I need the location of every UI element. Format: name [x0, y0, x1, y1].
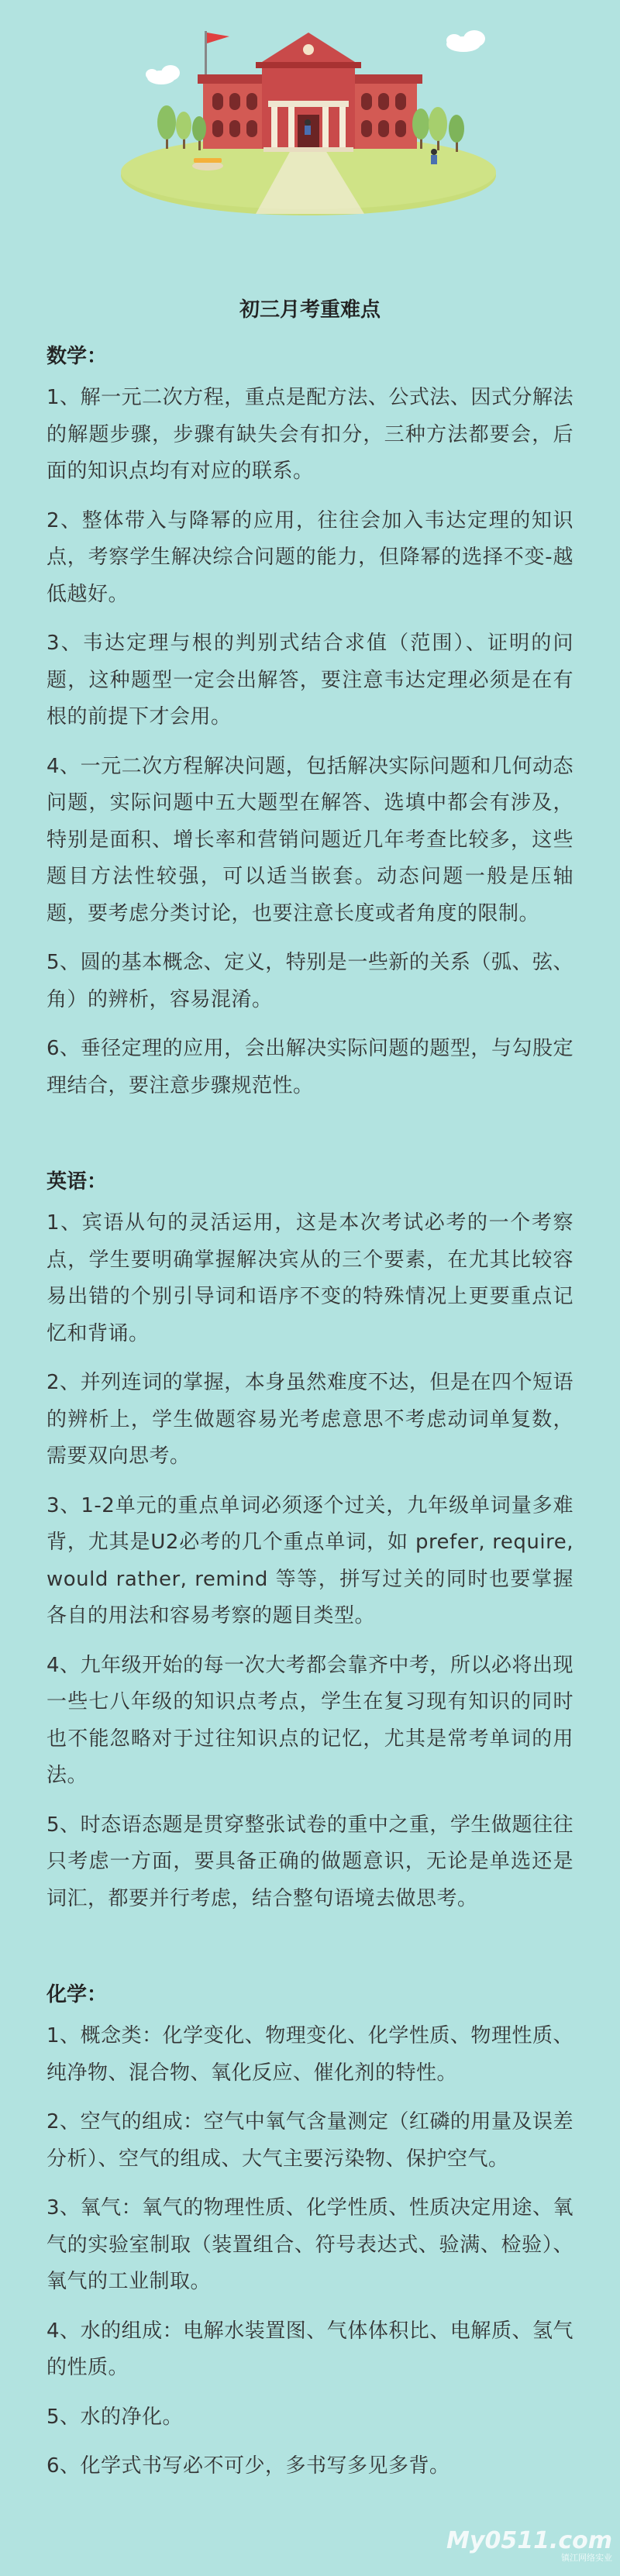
paragraph: 3、氧气：氧气的物理性质、化学性质、性质决定用途、氧气的实验室制取（装置组合、符号表达式、验满、检验）、氧气的工业制取。 — [46, 2196, 574, 2293]
paragraph: 2、空气的组成：空气中氧气含量测定（红磷的用量及误差分析）、空气的组成、大气主要污染物、保护空气。 — [46, 2110, 574, 2171]
page-title: 初三月考重难点 — [239, 298, 381, 322]
paragraph: 2、整体带入与降幂的应用，往往会加入韦达定理的知识点，考察学生解决综合问题的能力，但降幂的选择不变-越低越好。 — [46, 508, 574, 606]
trees-left — [157, 105, 206, 150]
paragraph: 4、一元二次方程解决问题，包括解决实际问题和几何动态问题，实际问题中五大题型在解答、选填中都会有涉及，特别是面积、增长率和营销问题近几年考查比较多，这些题目方法性较强，可以适当嵌套。动态问题一般是压轴题，要考虑分类讨论，也要注意长度或者角度的限制。 — [46, 754, 574, 925]
paragraph: 5、水的净化。 — [46, 2405, 184, 2429]
paragraph: 5、时态语态题是贯穿整张试卷的重中之重，学生做题往往只考虑一方面，要具备正确的做题意识，无论是单选还是词汇，都要并行考虑，结合整句语境去做思考。 — [46, 1813, 574, 1910]
section-spacer — [46, 1117, 574, 1163]
student-figure — [305, 119, 311, 135]
paragraph: 1、解一元二次方程，重点是配方法、公式法、因式分解法的解题步骤，步骤有缺失会有扣分，三种方法都要会，后面的知识点均有对应的联系。 — [46, 386, 574, 483]
watermark-subtitle: 镇江网络实业 — [561, 2553, 612, 2563]
section-heading-chemistry: 化学： — [46, 1983, 108, 2006]
cloud-right — [446, 30, 485, 52]
paragraph: 4、九年级开始的每一次大考都会靠齐中考，所以必将出现一些七八年级的知识点考点，学生在复习现有知识的同时也不能忽略对于过往知识点的记忆，尤其是常考单词的用法。 — [46, 1653, 574, 1787]
paragraph: 6、垂径定理的应用，会出解决实际问题的题型，与勾股定理结合，要注意步骤规范性。 — [46, 1037, 574, 1097]
paragraph: 4、水的组成：电解水装置图、气体体积比、电解质、氢气的性质。 — [46, 2319, 574, 2379]
paragraph: 3、韦达定理与根的判别式结合求值（范围）、证明的问题，这种题型一定会出解答，要注意韦达定理必须是在有根的前提下才会用。 — [46, 632, 574, 728]
paragraph: 2、并列连词的掌握，本身虽然难度不达，但是在四个短语的辨析上，学生做题容易光考虑意思不考虑动词单复数，需要双向思考。 — [46, 1371, 574, 1468]
article-body — [46, 294, 574, 2498]
school-building-illustration — [0, 0, 620, 232]
paragraph: 1、宾语从句的灵活运用，这是本次考试必考的一个考察点，学生要明确掌握解决宾从的三个要素，在尤其比较容易出错的个别引导词和语序不变的特殊情况上更要重点记忆和背诵。 — [46, 1211, 574, 1345]
section-spacer — [46, 1930, 574, 1976]
section-heading-math: 数学： — [46, 345, 108, 368]
paragraph: 3、1-2单元的重点单词必须逐个过关，九年级单词量多难背，尤其是U2必考的几个重点单词，如 prefer, require, would rather, remind 等等，拼写过关的同时也要掌握各自的用法和容易考察的题目类型。 — [46, 1493, 574, 1627]
paragraph: 1、概念类：化学变化、物理变化、化学性质、物理性质、纯净物、混合物、氧化反应、催化剂的特性。 — [46, 2024, 574, 2085]
paragraph: 5、圆的基本概念、定义，特别是一些新的关系（弧、弦、角）的辨析，容易混淆。 — [46, 951, 574, 1011]
site-watermark — [446, 2527, 612, 2564]
watermark-logo: My0511.com — [446, 2527, 612, 2554]
bench — [192, 158, 223, 170]
section-english — [46, 1163, 574, 1917]
student-figure-right — [431, 149, 437, 164]
trees-right — [412, 107, 464, 152]
section-math — [46, 338, 574, 1104]
cloud-left — [146, 65, 180, 84]
section-chemistry — [46, 1976, 574, 2485]
section-heading-english: 英语： — [46, 1170, 108, 1193]
paragraph: 6、化学式书写必不可少，多书写多见多背。 — [46, 2454, 450, 2478]
